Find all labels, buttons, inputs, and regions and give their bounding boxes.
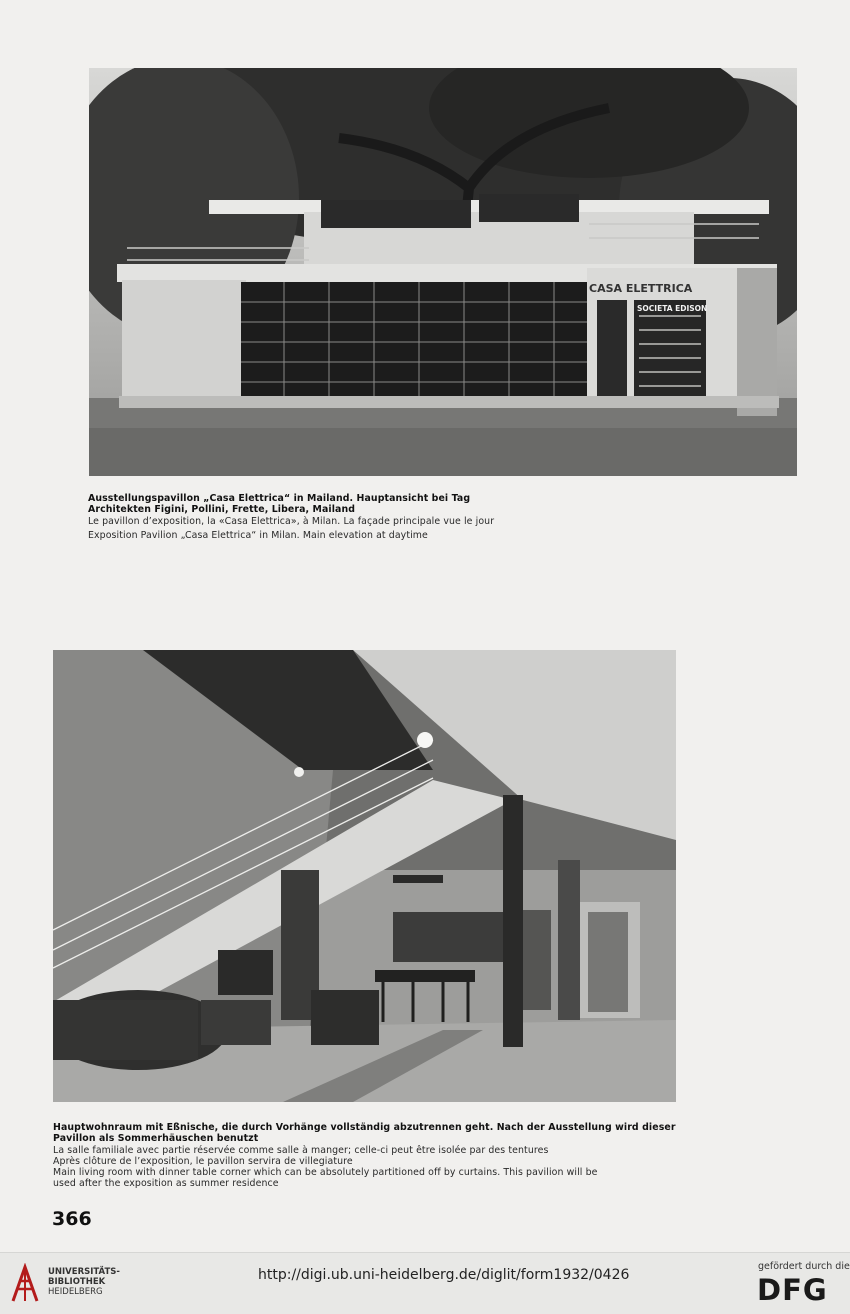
caption-english: Exposition Pavilion „Casa Elettrica“ in Milan. Main elevation at daytime bbox=[88, 529, 428, 541]
caption-english-line-2: used after the exposition as summer residence bbox=[53, 1178, 279, 1190]
living-room-photo bbox=[53, 650, 676, 1102]
sign-societa-edison: SOCIETA EDISON bbox=[637, 304, 708, 313]
sign-casa-elettrica: CASA ELETTRICA bbox=[589, 282, 693, 295]
pavilion-exterior-photo bbox=[89, 68, 797, 476]
dfg-logo[interactable]: DFG bbox=[757, 1273, 828, 1307]
library-line-2: BIBLIOTHEK bbox=[48, 1277, 106, 1287]
permalink-url[interactable]: http://digi.ub.uni-heidelberg.de/diglit/form1932/0426 bbox=[258, 1267, 630, 1283]
caption-german-line: Hauptwohnraum mit Eßnische, die durch Vorhänge vollständig abzutrennen geht. Nach der Ausstellung wird dieser bbox=[53, 1122, 676, 1133]
caption-architects: Architekten Figini, Pollini, Frette, Libera, Mailand bbox=[88, 504, 356, 516]
library-line-1: UNIVERSITÄTS- bbox=[48, 1267, 120, 1277]
library-name bbox=[48, 1267, 120, 1297]
caption-german-line-2: Pavillon als Sommerhäuschen benutzt bbox=[53, 1133, 259, 1145]
library-line-3: HEIDELBERG bbox=[48, 1287, 103, 1297]
caption-english-line-1: Main living room with dinner table corner which can be absolutely partitioned off by curtains. This pavilion will be bbox=[53, 1167, 598, 1179]
funded-by-label: gefördert durch die bbox=[758, 1261, 850, 1272]
caption-french-line-1: La salle familiale avec partie réservée comme salle à manger; celle-ci peut être isolée par des tentures bbox=[53, 1144, 549, 1156]
caption-french-line-2: Après clôture de l’exposition, le pavillon servira de villegiature bbox=[53, 1155, 353, 1167]
library-logo-icon bbox=[10, 1263, 40, 1303]
figure-2-caption bbox=[53, 1122, 693, 1190]
viewer-footer bbox=[0, 1252, 850, 1314]
page-number: 366 bbox=[52, 1208, 92, 1230]
caption-french: Le pavillon d’exposition, la «Casa Elettrica», à Milan. La façade principale vue le jour bbox=[88, 515, 495, 527]
figure-1-caption bbox=[88, 493, 788, 541]
caption-german-line: Ausstellungspavillon „Casa Elettrica“ in Mailand. Hauptansicht bei Tag bbox=[88, 493, 471, 504]
